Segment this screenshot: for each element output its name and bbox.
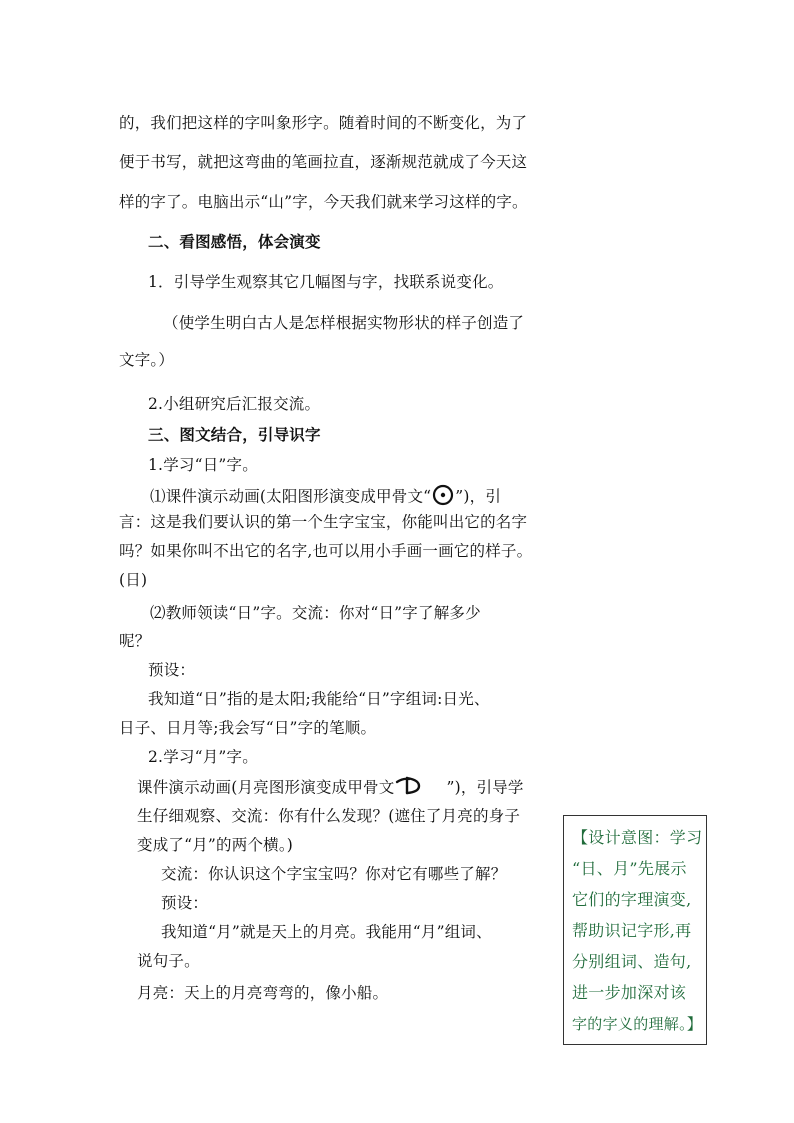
ri-step-2-cont: 呢？ — [119, 632, 151, 650]
yue-ask: 交流：你认识这个字宝宝吗？你对它有哪些了解？ — [161, 865, 507, 883]
oracle-sun-icon — [432, 484, 454, 511]
ri-step-2: ⑵教师领读“日”字。交流：你对“日”字了解多少 — [150, 604, 481, 622]
oracle-moon-icon — [395, 776, 423, 801]
yue-step-cont: 生仔细观察、交流：你有什么发现？(遮住了月亮的身子 — [137, 807, 521, 825]
yue-step-text-a: 课件演示动画(月亮图形演变成甲骨文 — [137, 778, 395, 797]
ri-step-1-text-a: ⑴课件演示动画(太阳图形演变成甲骨文“ — [150, 487, 432, 506]
ri-step-1 — [150, 484, 501, 511]
step-2: 2.小组研究后汇报交流。 — [148, 395, 321, 413]
ri-step-1-cont: 言：这是我们要认识的第一个生字宝宝，你能叫出它的名字 — [119, 513, 528, 531]
paragraph-line: 的，我们把这样的字叫象形字。随着时间的不断变化，为了 — [119, 114, 528, 132]
yue-step-text-b: ”)，引导学 — [446, 778, 524, 797]
section-heading-3: 三、图文结合，引导识字 — [148, 425, 321, 444]
yue-answer-cont: 说句子。 — [137, 952, 200, 970]
ri-answer: 我知道“日”指的是太阳;我能给“日”字组词:日光、 — [148, 690, 490, 708]
design-intent-line: 分别组词、造句, — [572, 952, 692, 971]
ri-step-1-text-b: ”)，引 — [455, 487, 502, 506]
design-intent-line: “日、月”先展示 — [572, 859, 687, 878]
step-1-note: （使学生明白古人是怎样根据实物形状的样子创造了 — [163, 314, 525, 332]
paragraph-line: 样的字了。电脑出示“山”字，今天我们就来学习这样的字。 — [119, 193, 528, 211]
yue-title: 2.学习“月”字。 — [148, 748, 258, 766]
section-heading-2: 二、看图感悟，体会演变 — [148, 232, 321, 251]
design-intent-box — [563, 815, 707, 1045]
design-intent-line: 字的字义的理解。】 — [572, 1015, 703, 1033]
ri-answer-cont: 日子、日月等;我会写“日”字的笔顺。 — [119, 719, 377, 737]
design-intent-line: 【设计意图：学习 — [572, 828, 703, 847]
ri-step-1-cont: (日) — [119, 571, 148, 589]
step-1: 1．引导学生观察其它几幅图与字，找联系说变化。 — [148, 273, 504, 291]
yue-step-cont: 变成了“月”的两个横。) — [137, 836, 294, 854]
design-intent-line: 进一步加深对该 — [572, 983, 687, 1002]
design-intent-line: 帮助识记字形,再 — [572, 921, 692, 940]
step-1-note-cont: 文字。） — [119, 351, 175, 369]
ri-step-1-cont: 吗？如果你叫不出它的名字,也可以用小手画一画它的样子。 — [119, 542, 533, 560]
yue-step — [137, 776, 524, 801]
yue-preset-label: 预设： — [161, 894, 209, 912]
yue-answer: 我知道“月”就是天上的月亮。我能用“月”组词、 — [161, 923, 492, 941]
ri-preset-label: 预设： — [148, 661, 196, 679]
design-intent-line: 它们的字理演变, — [572, 890, 692, 909]
ri-title: 1.学习“日”字。 — [148, 456, 258, 474]
paragraph-line: 便于书写，就把这弯曲的笔画拉直，逐渐规范就成了今天这 — [119, 153, 528, 171]
yue-sentence: 月亮：天上的月亮弯弯的，像小船。 — [137, 984, 389, 1002]
